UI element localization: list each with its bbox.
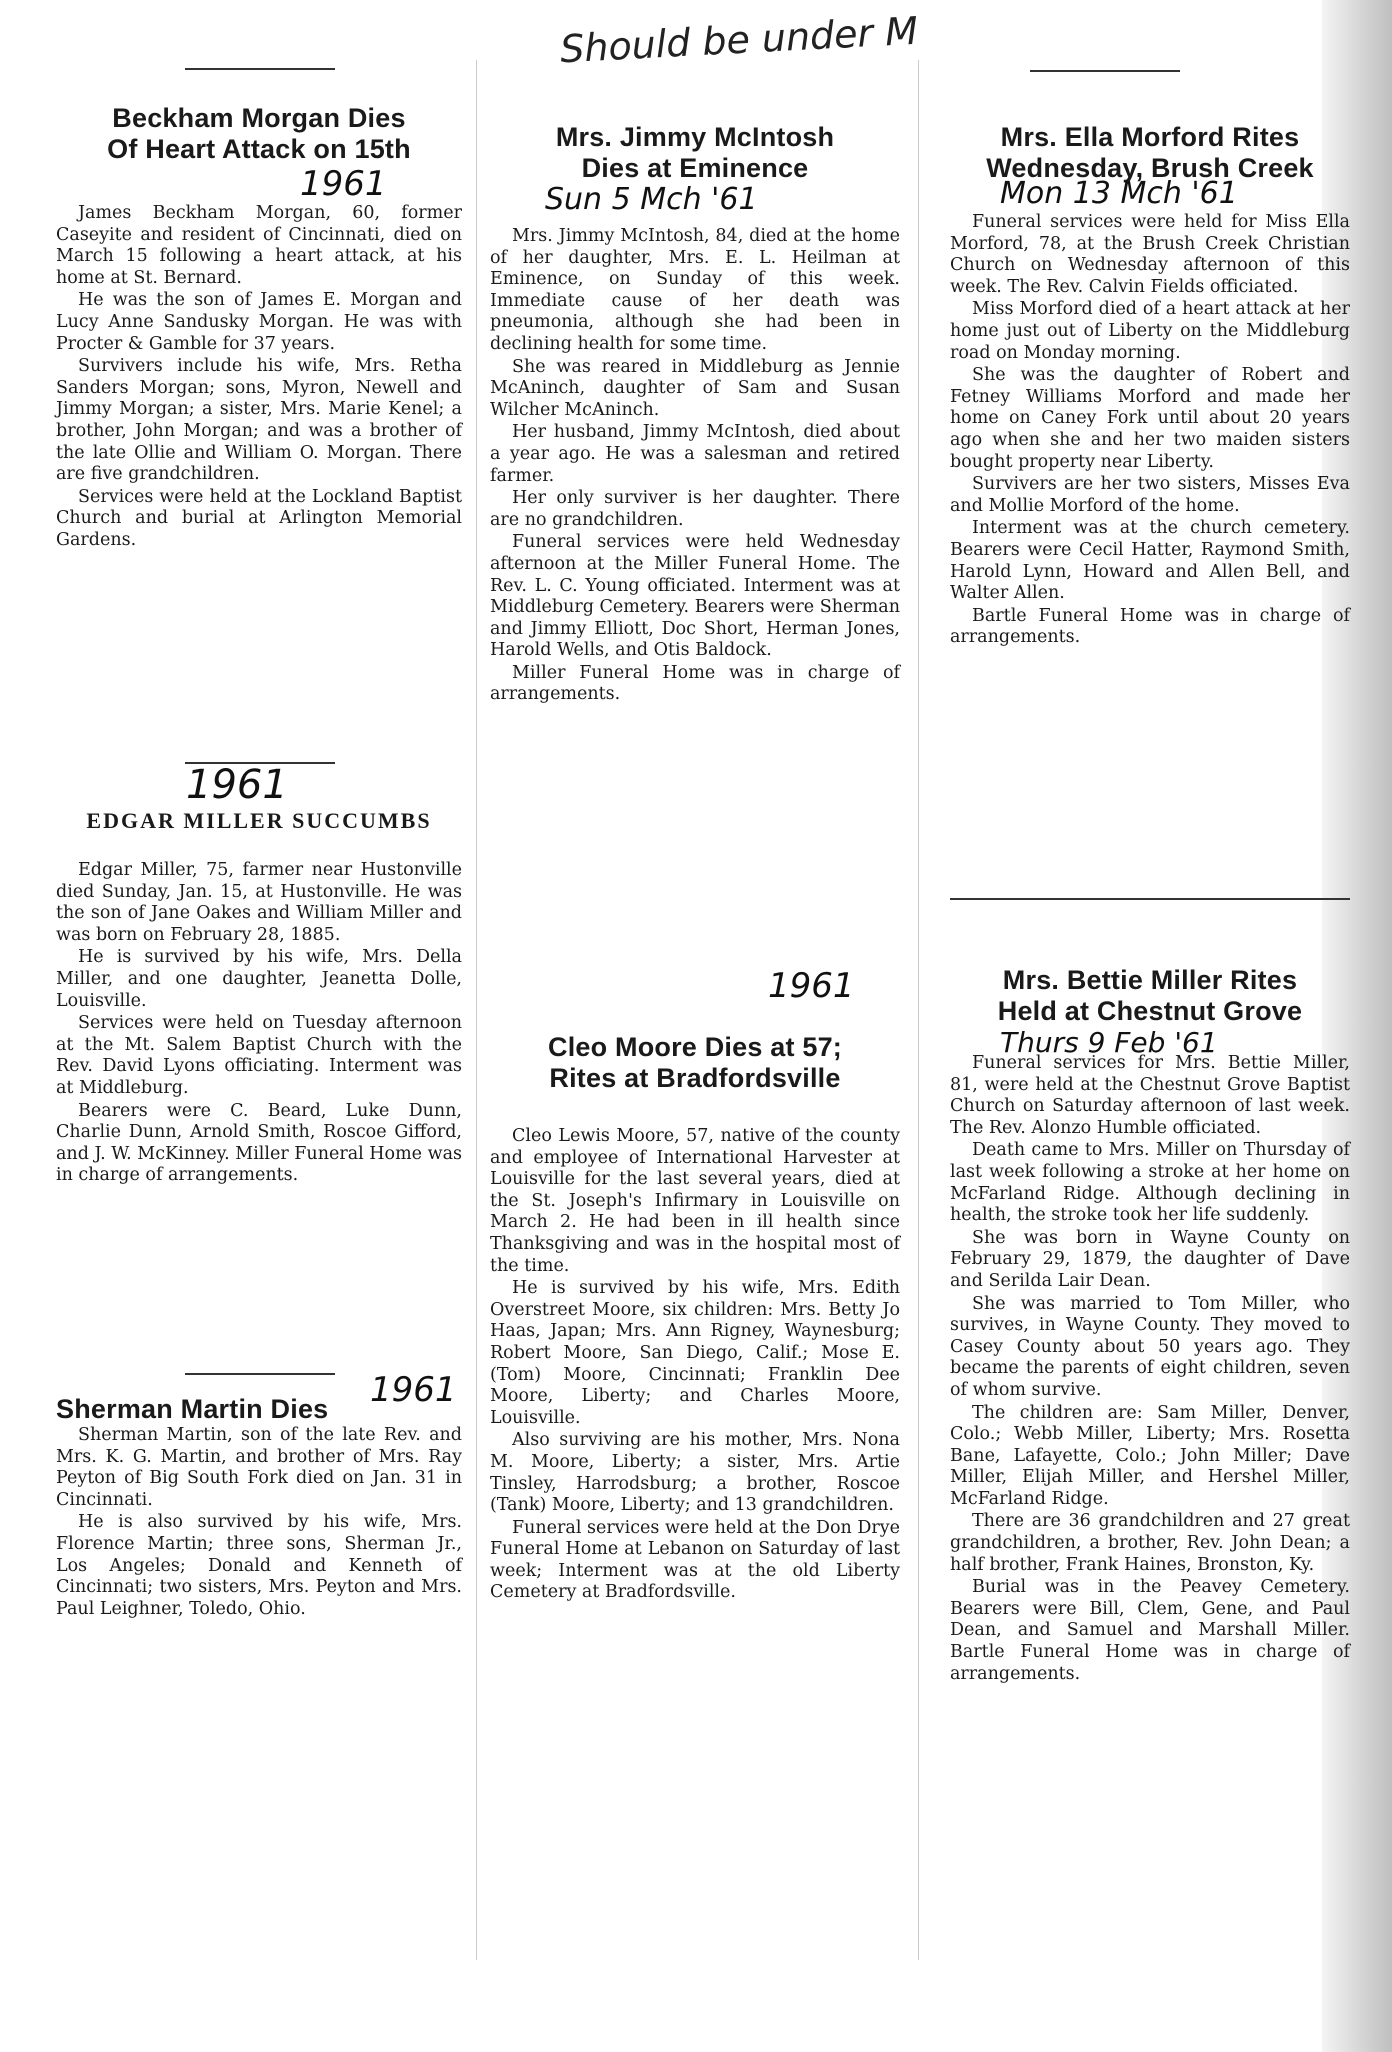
article-body <box>56 203 462 552</box>
article-paragraph: Sherman Martin, son of the late Rev. and Mrs. K. G. Martin, and brother of Mrs. Ray Peyton of Big South Fork died on Jan. 31 in Cincinnati. <box>56 1425 462 1510</box>
article-body <box>56 1425 462 1620</box>
article-paragraph: Bartle Funeral Home was in charge of arrangements. <box>950 605 1350 648</box>
article-paragraph: Services were held on Tuesday afternoon at the Mt. Salem Baptist Church with the Rev. David Lyons officiating. Interment was at Middleburg. <box>56 1013 462 1098</box>
article-paragraph: Survivers include his wife, Mrs. Retha Sanders Morgan; sons, Myron, Newell and Jimmy Morgan; a sister, Mrs. Marie Kenel; a brother, John Morgan; and was a brother of the late Ollie and William O. Morgan. There are five grandchildren. <box>56 356 462 485</box>
article-paragraph: He is also survived by his wife, Mrs. Florence Martin; three sons, Sherman Jr., Los Angeles; Donald and Kenneth of Cincinnati; two sisters, Mrs. Peyton and Mrs. Paul Leighner, Toledo, Ohio. <box>56 1512 462 1619</box>
article-paragraph: Interment was at the church cemetery. Bearers were Cecil Hatter, Raymond Smith, Harold Lynn, Howard and Allen Bell, and Walter Allen. <box>950 518 1350 604</box>
headline-line-2: Wednesday, Brush Creek <box>986 153 1314 183</box>
article-paragraph: Survivers are her two sisters, Misses Eva and Mollie Morford of the home. <box>950 474 1350 516</box>
article-edgar-miller <box>56 808 462 1188</box>
headline-line-1: Mrs. Jimmy McIntosh <box>555 122 835 152</box>
article-paragraph: Funeral services were held Wednesday afternoon at the Miller Funeral Home. The Rev. L. C. Young officiated. Interment was at Middleburg Cemetery. Bearers were Sherman and Jimmy Elliott, Doc Short, Herman Jones, Harold Wells, and Otis Baldock. <box>490 532 900 661</box>
divider-rule <box>950 898 1350 900</box>
article-paragraph: She was the daughter of Robert and Fetney Williams Morford and made her home on Caney Fork until about 20 years ago when she and her two maiden sisters bought property near Liberty. <box>950 365 1350 472</box>
article-body <box>490 226 900 706</box>
article-bettie-miller <box>950 965 1350 1686</box>
article-body <box>490 1126 900 1604</box>
article-paragraph: There are 36 grandchildren and 27 great grandchildren, a brother, Rev. John Dean; a half brother, Frank Haines, Bronston, Ky. <box>950 1511 1350 1575</box>
article-paragraph: Her only surviver is her daughter. There are no grandchildren. <box>490 488 900 530</box>
headline: EDGAR MILLER SUCCUMBS <box>86 808 432 833</box>
article-cleo-moore <box>490 1032 900 1605</box>
handwritten-year: 1961 <box>300 164 387 204</box>
column-separator <box>918 60 919 1960</box>
headline <box>490 122 900 184</box>
headline <box>950 965 1350 1027</box>
headline-line-1: Mrs. Bettie Miller Rites <box>1002 965 1298 995</box>
article-paragraph: He was the son of James E. Morgan and Lucy Anne Sandusky Morgan. He was with Procter & Gamble for 37 years. <box>56 290 462 354</box>
article-paragraph: She was reared in Middleburg as Jennie McAninch, daughter of Sam and Susan Wilcher McAninch. <box>490 356 900 420</box>
article-paragraph: Cleo Lewis Moore, 57, native of the county and employee of International Harvester at Louisville for the last several years, died at the St. Joseph's Infirmary in Louisville on March 2. He had been in ill health since Thanksgiving and was in the hospital most of the time. <box>490 1126 900 1276</box>
handwritten-year: 1961 <box>768 966 855 1006</box>
divider-rule <box>185 1373 335 1375</box>
handwritten-year: 1961 <box>370 1370 457 1410</box>
handwritten-year: 1961 <box>186 762 288 808</box>
article-paragraph: Death came to Mrs. Miller on Thursday of last week following a stroke at her home on McFarland Ridge. Although declining in health, the stroke took her life suddenly. <box>950 1140 1350 1226</box>
article-sherman-martin <box>56 1394 462 1621</box>
article-paragraph: He is survived by his wife, Mrs. Edith Overstreet Moore, six children: Mrs. Betty Jo Haas, Japan; Mrs. Ann Rigney, Waynesburg; Robert Moore, San Diego, Calif.; Mose E. (Tom) Moore, Cincinnati; Franklin Dee Moore, Liberty; and Charles Moore, Louisville. <box>490 1278 900 1428</box>
article-paragraph: Funeral services for Mrs. Bettie Miller, 81, were held at the Chestnut Grove Baptist Church on Saturday afternoon of last week. The Rev. Alonzo Humble officiated. <box>950 1053 1350 1138</box>
headline-line-2: Held at Chestnut Grove <box>997 996 1303 1026</box>
headline <box>950 122 1350 184</box>
article-body <box>56 860 462 1187</box>
headline-line-2: Of Heart Attack on 15th <box>107 134 411 164</box>
headline-line-2: Rites at Bradfordsville <box>549 1063 841 1093</box>
article-paragraph: James Beckham Morgan, 60, former Caseyite and resident of Cincinnati, died on March 15 following a heart attack, at his home at St. Bernard. <box>56 203 462 288</box>
article-paragraph: Also surviving are his mother, Mrs. Nona M. Moore, Liberty; a sister, Mrs. Artie Tinsley, Harrodsburg; a brother, Roscoe (Tank) Moore, Liberty; and 13 grandchildren. <box>490 1430 900 1516</box>
handwritten-date: Thurs 9 Feb '61 <box>1000 1026 1218 1059</box>
article-paragraph: Burial was in the Peavey Cemetery. Bearers were Bill, Clem, Gene, and Paul Dean, and Samuel and Marshall Miller. Bartle Funeral Home was in charge of arrangements. <box>950 1577 1350 1684</box>
headline <box>490 1032 900 1094</box>
article-paragraph: Funeral services were held for Miss Ella Morford, 78, at the Brush Creek Christian Church on Wednesday afternoon of this week. The Rev. Calvin Fields officiated. <box>950 212 1350 297</box>
article-paragraph: He is survived by his wife, Mrs. Della Miller, and one daughter, Jeanetta Dolle, Louisville. <box>56 947 462 1011</box>
article-paragraph: Her husband, Jimmy McIntosh, died about a year ago. He was a salesman and retired farmer. <box>490 422 900 486</box>
article-paragraph: She was married to Tom Miller, who survives, in Wayne County. They moved to Casey County about 50 years ago. They became the parents of eight children, seven of whom survive. <box>950 1293 1350 1400</box>
article-paragraph: Bearers were C. Beard, Luke Dunn, Charlie Dunn, Arnold Smith, Roscoe Gifford, and J. W. McKinney. Miller Funeral Home was in charge of arrangements. <box>56 1100 462 1186</box>
headline-line-2: Dies at Eminence <box>581 153 809 183</box>
headline-line: Sherman Martin Dies <box>56 1394 329 1424</box>
article-paragraph: Miss Morford died of a heart attack at her home just out of Liberty on the Middleburg road on Monday morning. <box>950 299 1350 363</box>
article-paragraph: Services were held at the Lockland Baptist Church and burial at Arlington Memorial Gardens. <box>56 486 462 550</box>
column-separator <box>476 60 477 1960</box>
handwritten-filing-note: Should be under M <box>559 8 919 72</box>
top-rule-left <box>185 68 335 70</box>
article-paragraph: Miller Funeral Home was in charge of arrangements. <box>490 662 900 705</box>
article-body <box>950 212 1350 649</box>
article-paragraph: Mrs. Jimmy McIntosh, 84, died at the home of her daughter, Mrs. E. L. Heilman at Eminence, on Sunday of this week. Immediate cause of her death was pneumonia, although she had been in declining health for some time. <box>490 226 900 354</box>
article-body <box>950 1053 1350 1685</box>
handwritten-date: Sun 5 Mch '61 <box>545 182 758 217</box>
article-beckham-morgan <box>56 103 462 553</box>
headline-line-1: Beckham Morgan Dies <box>112 103 406 133</box>
headline-line-1: Mrs. Ella Morford Rites <box>1000 122 1300 152</box>
article-paragraph: Funeral services were held at the Don Drye Funeral Home at Lebanon on Saturday of last week; Interment was at the old Liberty Cemetery at Bradfordsville. <box>490 1517 900 1603</box>
handwritten-date: Mon 13 Mch '61 <box>1000 176 1238 211</box>
top-rule-right <box>1030 70 1180 72</box>
article-paragraph: She was born in Wayne County on February 29, 1879, the daughter of Dave and Serilda Lair Dean. <box>950 1227 1350 1291</box>
headline <box>56 103 462 165</box>
headline-line-1: Cleo Moore Dies at 57; <box>548 1032 842 1062</box>
article-paragraph: Edgar Miller, 75, farmer near Hustonville died Sunday, Jan. 15, at Hustonville. He was the son of Jane Oakes and William Miller and was born on February 28, 1885. <box>56 860 462 945</box>
article-paragraph: The children are: Sam Miller, Denver, Colo.; Webb Miller, Liberty; Mrs. Rosetta Bane, Lafayette, Colo.; John Miller; Dave Miller, Elijah Miller, and Hershel Miller, McFarland Ridge. <box>950 1402 1350 1509</box>
